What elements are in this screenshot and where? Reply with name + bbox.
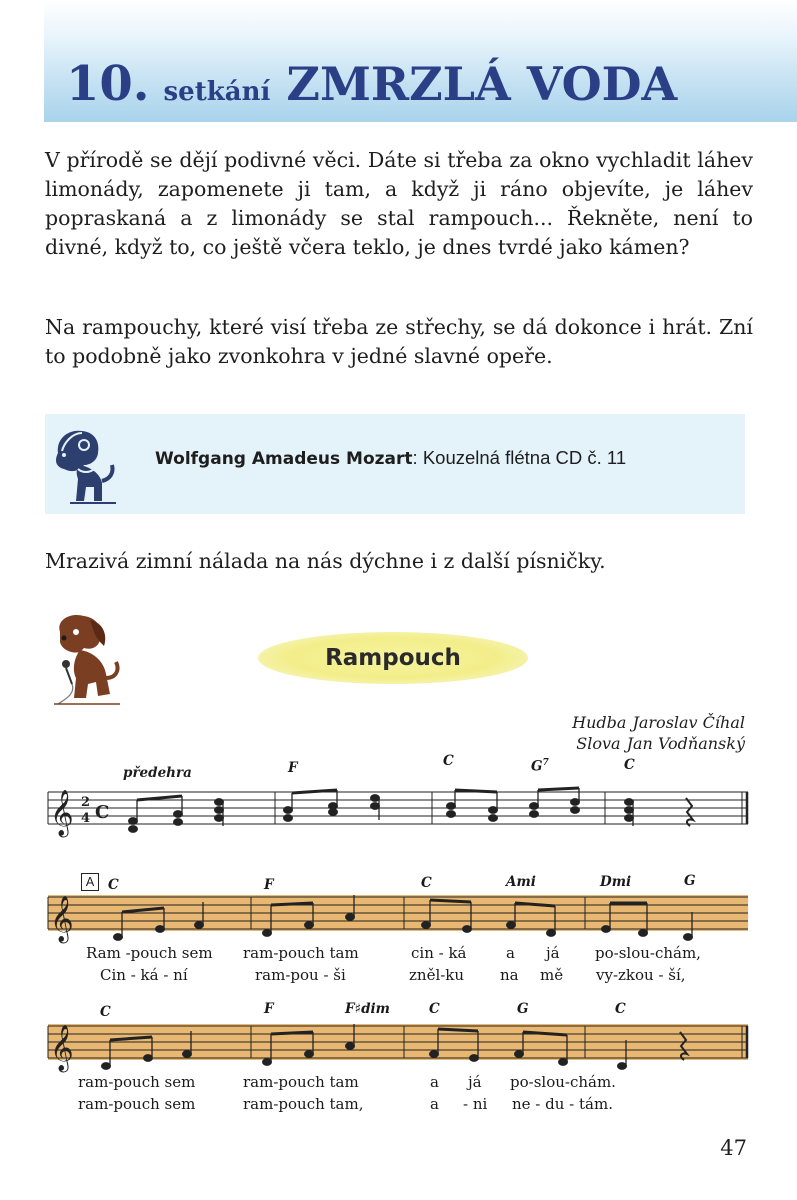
staff-prelude	[48, 792, 748, 824]
lyric-syllable: zněl-ku	[409, 966, 465, 984]
composer-name: Wolfgang Amadeus Mozart	[155, 449, 413, 469]
lyric-syllable: a	[430, 1073, 439, 1091]
chord-label: C	[615, 1001, 626, 1017]
lyric-syllable: vy-zkou - ší,	[596, 966, 686, 984]
chord-label: C	[429, 1001, 440, 1017]
lyric-syllable: Ram -pouch sem	[86, 944, 213, 962]
chord-label: C	[443, 753, 454, 769]
lyric-syllable: ram-pouch tam	[243, 944, 359, 962]
chord-label: $G^7$	[531, 758, 549, 775]
chord-label: C	[624, 757, 635, 773]
lyric-syllable: ram-pouch tam	[243, 1073, 359, 1091]
treble-clef-icon: 𝄞	[50, 1025, 74, 1071]
lesson-word: setkání	[163, 77, 271, 107]
lyric-syllable: ne - du - tám.	[512, 1095, 613, 1113]
lyric-syllable: já	[468, 1073, 482, 1091]
chord-label: G	[684, 873, 696, 889]
treble-clef-icon: 𝄞	[50, 896, 74, 942]
credit-person: Jaroslav Číhal	[632, 713, 745, 732]
page-number: 47	[720, 1136, 747, 1160]
treble-clef-icon: 𝄞	[50, 790, 74, 836]
lyric-syllable: já	[546, 944, 560, 962]
chord-label: F	[264, 1001, 274, 1017]
lyric-syllable: ram-pou - ši	[255, 966, 346, 984]
chord-label: C	[108, 877, 119, 893]
song-title: Rampouch	[325, 645, 461, 671]
section-marker: A	[81, 873, 99, 891]
credit-person: Jan Vodňanský	[626, 734, 745, 753]
lyric-syllable: - ni	[463, 1095, 488, 1113]
intro-paragraph-1: V přírodě se dějí podivné věci. Dáte si třeba za okno vychladit láhev limonády, zapomenete ji tam, a když ji ráno objevíte, je láhev popraskaná a z limonády se stal rampouch... Řekněte, není to divné, když to, co ještě včera teklo, je dnes tvrdé jako kámen?	[45, 148, 753, 259]
lyric-syllable: ram-pouch sem	[78, 1095, 196, 1113]
prelude-label: předehra	[123, 765, 192, 781]
credit-role: Hudba	[572, 713, 627, 732]
common-time-icon: C	[95, 802, 110, 823]
intro-paragraph-2: Na rampouchy, které visí třeba ze střechy, se dá dokonce i hrát. Zní to podobně jako zvonkohra v jedné slavné opeře.	[45, 315, 753, 368]
prelude-notes	[129, 788, 634, 832]
lesson-number: 10.	[66, 56, 150, 112]
song-intro-text: Mrazivá zimní nálada na nás dýchne i z další písničky.	[45, 549, 606, 573]
lyric-syllable: a	[506, 944, 515, 962]
lyric-syllable: mě	[540, 966, 564, 984]
chord-label: F	[264, 877, 274, 893]
chord-label: C	[100, 1004, 111, 1020]
lesson-name: ZMRZLÁ VODA	[286, 57, 678, 111]
lyric-syllable: na	[500, 966, 519, 984]
lyric-syllable: po-slou-chám,	[595, 944, 701, 962]
time-signature-bottom: 4	[81, 811, 91, 826]
chord-label: C	[421, 875, 432, 891]
composer-separator: :	[412, 447, 418, 468]
work-title: Kouzelná flétna CD č. 11	[417, 447, 627, 468]
lyric-syllable: ram-pouch sem	[78, 1073, 196, 1091]
chord-label: Ami	[506, 874, 536, 890]
lyric-syllable: Cin - ká - ní	[100, 966, 188, 984]
chord-label: F	[288, 760, 298, 776]
quarter-rest-icon	[686, 798, 693, 826]
chord-label: G	[517, 1001, 529, 1017]
lyric-syllable: a	[430, 1095, 439, 1113]
chord-label: F♯dim	[345, 1001, 390, 1017]
chord-label: Dmi	[600, 874, 632, 890]
credit-role: Slova	[576, 734, 621, 753]
lyric-syllable: ram-pouch tam,	[243, 1095, 364, 1113]
lyric-syllable: po-slou-chám.	[510, 1073, 616, 1091]
time-signature-top: 2	[81, 795, 91, 810]
lyric-syllable: cin - ká	[411, 944, 467, 962]
